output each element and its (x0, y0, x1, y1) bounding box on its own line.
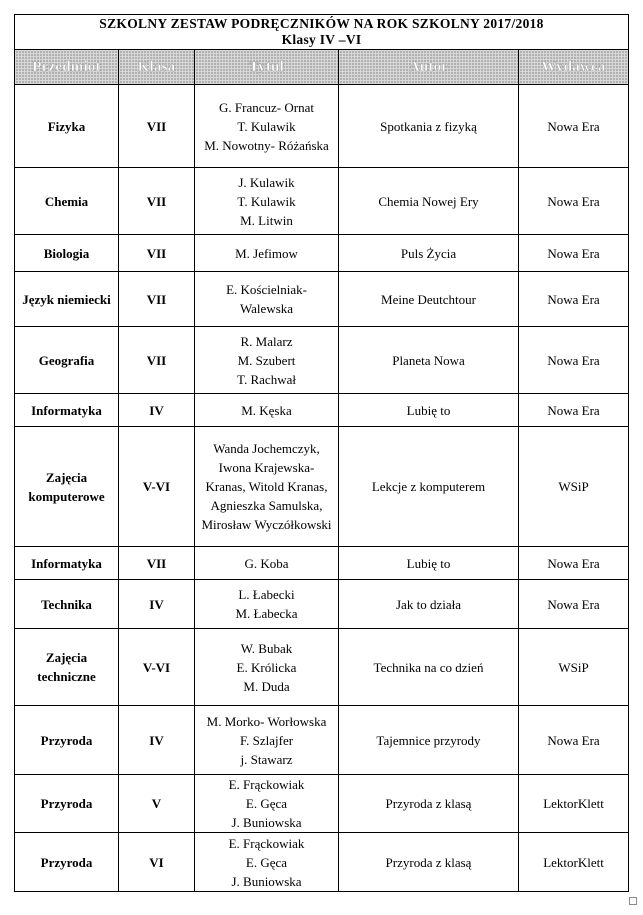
subject-line: Zajęcia (45, 650, 88, 665)
subject-line: Przyroda (40, 732, 93, 748)
subject-cell (15, 394, 119, 427)
header-row (15, 50, 629, 85)
table-row (15, 427, 629, 547)
authors-cell (195, 629, 339, 706)
subject-line: Przyroda (40, 854, 93, 870)
subject-cell (15, 427, 119, 547)
author-line: Kranas, Witold Kranas, (205, 479, 328, 494)
publisher-cell: Nowa Era (519, 327, 629, 394)
author-line: L. Łabecki (238, 587, 295, 602)
class-cell: V (119, 775, 195, 833)
author-line: G. Francuz- Ornat (219, 99, 314, 115)
textbook-table (14, 14, 629, 892)
header-class: Klasa (119, 50, 195, 85)
table-row (15, 168, 629, 235)
class-cell: VII (119, 327, 195, 394)
book-title-cell: Lekcje z komputerem (339, 427, 519, 547)
header-publisher: Wydawca (519, 50, 629, 85)
authors-cell (195, 427, 339, 547)
authors-cell (195, 85, 339, 168)
author-line: j. Stawarz (240, 751, 293, 767)
subject-cell (15, 85, 119, 168)
book-title-cell: Spotkania z fizyką (339, 85, 519, 168)
class-cell: VII (119, 168, 195, 235)
book-title-cell: Tajemnice przyrody (339, 706, 519, 775)
authors-cell (195, 394, 339, 427)
authors-cell (195, 775, 339, 833)
subject-line: Informatyka (31, 555, 102, 571)
book-title-cell: Przyroda z klasą (339, 775, 519, 833)
author-line: J. Buniowska (231, 815, 302, 830)
book-title-cell: Lubię to (339, 394, 519, 427)
subject-cell (15, 235, 119, 272)
table-row (15, 580, 629, 629)
publisher-cell: LektorKlett (519, 833, 629, 892)
subject-line: Fizyka (47, 118, 86, 134)
author-line: M. Szubert (237, 352, 296, 368)
author-line: M. Jefimow (235, 245, 298, 261)
table-row (15, 706, 629, 775)
subject-line: Technika (41, 596, 92, 612)
class-cell: VII (119, 547, 195, 580)
publisher-cell: WSiP (519, 629, 629, 706)
subject-line: Biologia (43, 245, 90, 261)
authors-cell (195, 547, 339, 580)
publisher-cell: Nowa Era (519, 272, 629, 327)
subject-cell (15, 580, 119, 629)
header-subject: Przedmiot (15, 50, 119, 85)
author-line: J. Kulawik (238, 174, 295, 190)
author-line: F. Szlajfer (239, 732, 294, 748)
authors-cell (195, 235, 339, 272)
publisher-cell: Nowa Era (519, 168, 629, 235)
subject-cell (15, 547, 119, 580)
book-title-cell: Lubię to (339, 547, 519, 580)
table-row (15, 629, 629, 706)
author-line: G. Koba (244, 555, 289, 571)
table-row (15, 272, 629, 327)
page-corner-marker (629, 897, 637, 905)
subject-cell (15, 833, 119, 892)
author-line: E. Królicka (236, 659, 297, 675)
class-cell: VII (119, 235, 195, 272)
subject-cell (15, 327, 119, 394)
class-cell: VII (119, 85, 195, 168)
title-row (15, 15, 629, 50)
table-row (15, 394, 629, 427)
table-row (15, 833, 629, 892)
author-line: M. Morko- Worłowska (206, 713, 327, 729)
title-line-1: SZKOLNY ZESTAW PODRĘCZNIKÓW NA ROK SZKOLNY 2017/2018 (99, 16, 544, 31)
author-line: M. Łabecka (235, 606, 298, 621)
subject-cell (15, 168, 119, 235)
author-line: M. Nowotny- Różańska (204, 137, 329, 153)
header-title: Tytuł (195, 50, 339, 85)
publisher-cell: Nowa Era (519, 580, 629, 629)
author-line: Agnieszka Samulska, (210, 498, 323, 513)
book-title-cell: Jak to działa (339, 580, 519, 629)
author-line: M. Litwin (240, 212, 293, 228)
table-row (15, 775, 629, 833)
authors-cell (195, 833, 339, 892)
author-line: M. Kęska (241, 402, 292, 418)
header-author: Autor (339, 50, 519, 85)
author-line: Iwona Krajewska- (218, 460, 315, 475)
authors-cell (195, 327, 339, 394)
book-title-cell: Technika na co dzień (339, 629, 519, 706)
subject-line: techniczne (37, 669, 96, 684)
author-line: Walewska (239, 301, 294, 316)
subject-cell (15, 706, 119, 775)
class-cell: IV (119, 580, 195, 629)
subject-cell (15, 775, 119, 833)
class-cell: VI (119, 833, 195, 892)
book-title-cell: Planeta Nowa (339, 327, 519, 394)
subject-cell (15, 272, 119, 327)
table-row (15, 85, 629, 168)
subject-line: Język niemiecki (22, 291, 111, 307)
subject-line: komputerowe (28, 488, 105, 504)
author-line: W. Bubak (240, 640, 293, 656)
subject-line: Geografia (38, 352, 95, 368)
book-title-cell: Puls Życia (339, 235, 519, 272)
book-title-cell: Chemia Nowej Ery (339, 168, 519, 235)
publisher-cell: Nowa Era (519, 235, 629, 272)
publisher-cell: Nowa Era (519, 547, 629, 580)
subject-line: Zajęcia (45, 469, 88, 485)
publisher-cell: Nowa Era (519, 706, 629, 775)
document-title (15, 15, 629, 50)
author-line: T. Kulawik (237, 193, 296, 209)
book-title-cell: Przyroda z klasą (339, 833, 519, 892)
subject-line: Chemia (44, 193, 89, 209)
author-line: J. Buniowska (231, 873, 302, 889)
authors-cell (195, 580, 339, 629)
class-cell: V-VI (119, 629, 195, 706)
document-page (14, 14, 628, 892)
author-line: T. Rachwał (237, 371, 296, 387)
authors-cell (195, 272, 339, 327)
book-title-cell: Meine Deutchtour (339, 272, 519, 327)
author-line: T. Kulawik (237, 118, 296, 134)
subject-cell (15, 629, 119, 706)
publisher-cell: WSiP (519, 427, 629, 547)
author-line: E. Frąckowiak (228, 777, 305, 792)
author-line: Wanda Jochemczyk, (213, 441, 320, 456)
author-line: M. Duda (243, 678, 290, 694)
author-line: E. Gęca (245, 796, 288, 811)
author-line: E. Gęca (245, 854, 288, 870)
author-line: E. Frąckowiak (228, 835, 305, 851)
publisher-cell: Nowa Era (519, 394, 629, 427)
subject-line: Przyroda (40, 796, 93, 811)
table-body (15, 85, 629, 892)
class-cell: IV (119, 394, 195, 427)
publisher-cell: LektorKlett (519, 775, 629, 833)
author-line: E. Kościelniak- (226, 282, 307, 297)
author-line: R. Malarz (240, 333, 293, 349)
class-cell: VII (119, 272, 195, 327)
subject-line: Informatyka (31, 402, 102, 418)
authors-cell (195, 168, 339, 235)
authors-cell (195, 706, 339, 775)
title-line-2: Klasy IV –VI (281, 32, 362, 47)
table-row (15, 547, 629, 580)
table-row (15, 235, 629, 272)
author-line: Mirosław Wyczółkowski (201, 517, 332, 532)
class-cell: IV (119, 706, 195, 775)
table-row (15, 327, 629, 394)
class-cell: V-VI (119, 427, 195, 547)
publisher-cell: Nowa Era (519, 85, 629, 168)
